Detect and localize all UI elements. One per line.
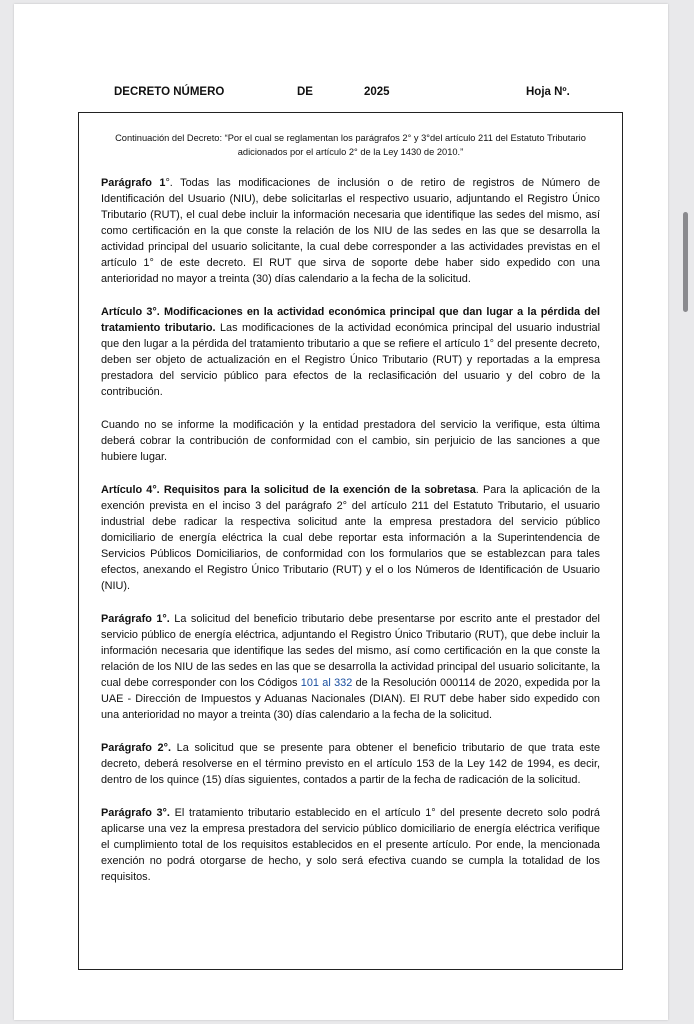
paragraph-text: La solicitud del beneficio tributario debe presentarse por escrito ante el prestador del servicio público de energía eléctrica, adjuntando el Registro Único Tributario (RUT), que debe incluir la información necesaria que identifique las sedes del mismo, así como certificación en la que conste la relación de los NIU de las sedes en las que se desarrolla la actividad principal del usuario solicitante, la cual debe corresponder con los Códigos xyxy=(101,613,600,689)
paragraph-lead: Parágrafo 3°. xyxy=(101,807,170,819)
article-heading: Artículo 3°. Modificaciones en la actividad económica principal que dan lugar a la pérdida del tratamiento tributario. xyxy=(101,306,600,334)
paragraph-text: de la Resolución 000114 de 2020, expedida por la UAE - Dirección de Impuestos y Aduanas Nacionales (DIAN). El RUT debe haber sido expedido con una anterioridad no mayor a treinta (30) días calendario a la fecha de la solicitud. xyxy=(101,677,601,721)
paragraph-1 xyxy=(101,175,600,287)
decree-date-label: DE xyxy=(297,86,313,98)
code-range-highlight: 101 al 332 xyxy=(300,677,353,689)
article-4 xyxy=(101,482,600,594)
article-4-paragraph-3 xyxy=(101,805,600,885)
decree-header xyxy=(14,86,668,104)
vertical-scrollbar[interactable] xyxy=(683,212,688,312)
decree-number-label: DECRETO NÚMERO xyxy=(114,86,225,98)
document-page xyxy=(14,4,668,1020)
page-number-label: Hoja Nº. xyxy=(526,86,570,98)
article-4-paragraph-2 xyxy=(101,740,600,788)
paragraph-text: °. Todas las modificaciones de inclusión o de retiro de registros de Número de Identificación del Usuario (NIU), debe solicitarlas el respectivo usuario, adjuntando el Registro Único Tributario (RUT), el cual debe incluir la información necesaria que identifique las sedes del mismo, así como certificación en la que conste la relación de los NIU de las sedes en las que se desarrolla la actividad principal del usuario solicitante, la cual debe corresponder a las actividades previstas en el artículo 1° de este decreto. El RUT que sirva de soporte debe haber sido expedido con una anterioridad no mayor a treinta (30) días calendario a la fecha de la solicitud. xyxy=(101,177,600,285)
paragraph-text: La solicitud que se presente para obtener el beneficio tributario de que trata este decreto, deberá resolverse en el término previsto en el artículo 153 de la Ley 142 de 1994, es decir, dentro de los quince (15) días siguientes, contados a partir de la fecha de radicación de la solicitud. xyxy=(101,742,601,786)
decree-year: 2025 xyxy=(364,86,390,98)
paragraph-text: Cuando no se informe la modificación y la entidad prestadora del servicio la verifique, esta última deberá cobrar la contribución de conformidad con el cambio, sin perjuicio de las sanciones a que hubiere lugar. xyxy=(101,419,600,463)
article-heading: Artículo 4°. Requisitos para la solicitud de la exención de la sobretasa xyxy=(101,484,476,496)
paragraph-lead: Parágrafo 1 xyxy=(101,177,166,189)
paragraph-lead: Parágrafo 1°. xyxy=(101,613,170,625)
article-3-paragraph-2 xyxy=(101,417,600,465)
paragraph-lead: Parágrafo 2°. xyxy=(101,742,171,754)
paragraph-text: El tratamiento tributario establecido en el artículo 1° del presente decreto solo podrá aplicarse una vez la empresa prestadora del servicio público domiciliario de energía eléctrica verifique el cumplimiento total de los requisitos establecidos en el presente artículo. Por ende, la mencionada exención no podrá otorgarse de hecho, y solo será efectiva cuando se cumpla la totalidad de los requisitos. xyxy=(101,807,600,883)
continuation-note: Continuación del Decreto: “Por el cual se reglamentan los parágrafos 2° y 3°del artículo 211 del Estatuto Tributario adicionados por el artículo 2° de la Ley 1430 de 2010.” xyxy=(115,133,586,157)
article-3 xyxy=(101,304,600,400)
decree-body-frame xyxy=(78,112,623,970)
paragraph-text: . Para la aplicación de la exención prevista en el inciso 3 del parágrafo 2° del artículo 211 del Estatuto Tributario, el usuario industrial debe radicar la respectiva solicitud ante la empresa prestadora del servicio público domiciliario de energía eléctrica la cual debe reportar esta información a la Superintendencia de Servicios Públicos Domiciliarios, de conformidad con los formularios que se establezcan para tales efectos, anexando el Registro Único Tributario (RUT) y el o los Números de Identificación de Usuario (NIU). xyxy=(101,484,600,592)
article-4-paragraph-1 xyxy=(101,611,600,723)
paragraph-text: Las modificaciones de la actividad económica principal del usuario industrial que den lugar a la pérdida del tratamiento tributario a que se refiere el artículo 1° del presente decreto, deben ser objeto de actualización en el Registro Único Tributario (RUT) y reportadas a la empresa prestadora del servicio público para efectos de la reclasificación del usuario y del cobro de la contribución. xyxy=(101,322,600,398)
